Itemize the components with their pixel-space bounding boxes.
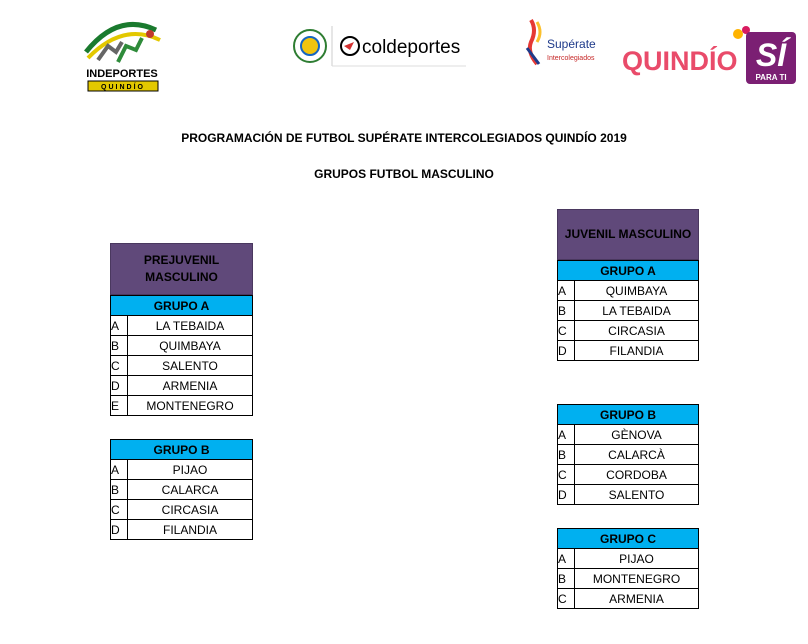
superate-logo-text: Supérate (547, 37, 596, 51)
coldeportes-logo-text: coldeportes (362, 37, 461, 58)
quindio-logo-si: SÍ (755, 37, 787, 73)
row-letter: A (111, 316, 128, 336)
juvenil-group-b-table (557, 404, 699, 505)
table-row (558, 445, 699, 465)
table-row (558, 321, 699, 341)
quindio-logo-sub: PARA TI (755, 73, 787, 82)
row-letter: C (558, 465, 575, 485)
row-letter: C (558, 589, 575, 609)
quindio-logo (620, 26, 800, 86)
team-name: FILANDIA (575, 341, 699, 361)
group-header: GRUPO B (558, 405, 699, 425)
row-letter: E (111, 396, 128, 416)
indeportes-logo-sub: QUINDÍO (101, 84, 145, 91)
row-letter: C (111, 500, 128, 520)
team-name: SALENTO (575, 485, 699, 505)
row-letter: A (558, 549, 575, 569)
team-name: CALARCÀ (575, 445, 699, 465)
table-row (111, 480, 253, 500)
team-name: CALARCA (128, 480, 253, 500)
team-name: ARMENIA (575, 589, 699, 609)
table-row (558, 589, 699, 609)
row-letter: D (558, 485, 575, 505)
juvenil-category-header: JUVENIL MASCULINO (557, 209, 699, 260)
team-name: GÈNOVA (575, 425, 699, 445)
table-row (558, 569, 699, 589)
row-letter: D (111, 520, 128, 540)
row-letter: A (558, 281, 575, 301)
team-name: PIJAO (575, 549, 699, 569)
quindio-logo-text: QUINDÍO (622, 46, 738, 76)
juvenil-group-a-table (557, 260, 699, 361)
team-name: LA TEBAIDA (128, 316, 253, 336)
table-row (111, 500, 253, 520)
table-row (111, 356, 253, 376)
table-row (111, 376, 253, 396)
row-letter: C (111, 356, 128, 376)
team-name: CIRCASIA (575, 321, 699, 341)
row-letter: D (558, 341, 575, 361)
group-header: GRUPO A (111, 296, 253, 316)
table-row (558, 425, 699, 445)
table-row (111, 316, 253, 336)
team-name: CORDOBA (575, 465, 699, 485)
team-name: QUIMBAYA (575, 281, 699, 301)
table-row (558, 281, 699, 301)
table-row (111, 396, 253, 416)
table-row (558, 485, 699, 505)
group-header: GRUPO C (558, 529, 699, 549)
row-letter: B (558, 301, 575, 321)
prejuvenil-category-header: PREJUVENIL MASCULINO (110, 243, 253, 295)
page-subtitle: GRUPOS FUTBOL MASCULINO (314, 167, 494, 181)
team-name: MONTENEGRO (575, 569, 699, 589)
group-header: GRUPO B (111, 440, 253, 460)
prejuvenil-group-b-table (110, 439, 253, 540)
table-row (111, 520, 253, 540)
row-letter: B (558, 445, 575, 465)
row-letter: C (558, 321, 575, 341)
superate-logo (523, 18, 605, 70)
coldeportes-logo (288, 24, 466, 68)
team-name: MONTENEGRO (128, 396, 253, 416)
row-letter: B (558, 569, 575, 589)
row-letter: A (558, 425, 575, 445)
superate-logo-sub: Intercolegiados (547, 55, 595, 62)
prejuvenil-group-a-table (110, 295, 253, 416)
table-row (558, 465, 699, 485)
row-letter: D (111, 376, 128, 396)
team-name: FILANDIA (128, 520, 253, 540)
group-header: GRUPO A (558, 261, 699, 281)
table-row (111, 460, 253, 480)
table-row (558, 341, 699, 361)
juvenil-group-c-table (557, 528, 699, 609)
indeportes-logo-text: INDEPORTES (86, 68, 158, 80)
team-name: CIRCASIA (128, 500, 253, 520)
team-name: ARMENIA (128, 376, 253, 396)
team-name: SALENTO (128, 356, 253, 376)
indeportes-logo (78, 12, 168, 102)
page-title: PROGRAMACIÓN DE FUTBOL SUPÉRATE INTERCOLEGIADOS QUINDÍO 2019 (181, 131, 627, 145)
table-row (558, 549, 699, 569)
row-letter: B (111, 480, 128, 500)
row-letter: A (111, 460, 128, 480)
row-letter: B (111, 336, 128, 356)
table-row (558, 301, 699, 321)
team-name: QUIMBAYA (128, 336, 253, 356)
table-row (111, 336, 253, 356)
team-name: LA TEBAIDA (575, 301, 699, 321)
team-name: PIJAO (128, 460, 253, 480)
